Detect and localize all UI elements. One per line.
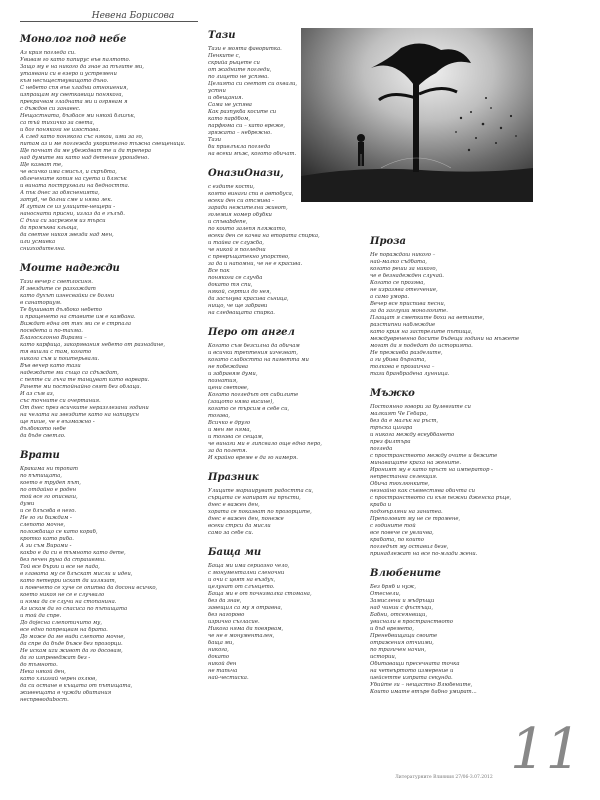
poem-line: Пренебвищащи своите	[370, 633, 438, 639]
poem-line: краба и	[370, 502, 392, 508]
poem-line: докато	[208, 654, 230, 660]
poem-line: изпращам му светкавици понякога,	[20, 92, 124, 98]
poem-line: наноснати присни, излаз да е гълъб.	[20, 211, 125, 217]
column-middle	[208, 30, 358, 692]
poem-line: като крия на застрелите пътища,	[370, 329, 473, 335]
poem-line: Нещастната, бъзбасе ми някой близък,	[20, 113, 136, 119]
poem-title: Врати	[20, 450, 60, 461]
poem-line: до тъмното.	[20, 662, 58, 668]
poem-line: само за себе си.	[208, 530, 254, 536]
poem-line: а само умора.	[370, 294, 410, 300]
poem-line: Ранете ми постойнайно свят без облаци.	[20, 384, 142, 390]
poem-line: за да заглуши монологите.	[370, 308, 448, 314]
footer-caption: Литературните Влияния 27/06-3.07.2012	[395, 775, 493, 780]
poem-line: Виждат една от тях ми се е стрпала	[20, 321, 132, 327]
poem-line: и той да спре.	[20, 613, 62, 619]
poem-line: през филтъра	[370, 439, 411, 445]
poem-line: погледа	[370, 446, 393, 452]
poem-line: и никога между всеуббането	[370, 432, 455, 438]
poem-line: Бабни, отсеянвици,	[370, 612, 428, 618]
poem-line: Ще почнат да ме убеждват те и да трепера	[20, 148, 152, 154]
poem-line: с превръщаmекно упорство,	[208, 254, 290, 260]
poem-line: думи	[20, 501, 35, 507]
poem-line: като хлизгай черен охлюв,	[20, 676, 97, 682]
poem-line: А след като понякога със някои, ими за го,	[20, 134, 144, 140]
poem-line: когато слабостта на паметта ми	[208, 357, 309, 363]
poem-line: А пък днес за обясненията,	[20, 190, 100, 196]
poem-lines	[208, 343, 358, 462]
poem-line: Увивам го като папирус във палтото.	[20, 57, 131, 63]
poem-lines	[208, 563, 358, 682]
poem-line: Отеснели,	[370, 591, 401, 597]
poem-line: парфюма си – като вреже,	[208, 123, 286, 129]
poem-line: И аз съм аз,	[20, 391, 55, 397]
poem-line: а ги убива бъргата,	[370, 357, 427, 363]
poem-line: и пращенето на ставите им е камбана.	[20, 314, 136, 320]
poem-line: отражения отчиими,	[370, 640, 434, 646]
poem-line: да спре да бъде бъже без прозорци.	[20, 641, 123, 647]
poem-line: по трагичен начин,	[370, 647, 427, 653]
poem-lines	[208, 488, 358, 537]
poem-line: утаявани си в езеро и устремени	[20, 71, 117, 77]
poem-line: Плащат я сметките бохи на ветните,	[370, 315, 485, 321]
poem-line: никога съм и поштерьвали.	[20, 356, 100, 362]
poem-line: на четвъртото измерение и	[370, 668, 454, 674]
poem-line: увиснали в пространството	[370, 619, 453, 625]
poem-line: положбащо се като кораб,	[20, 529, 98, 535]
poem-line: Улиците маршируват радостта си,	[208, 488, 314, 494]
poem-line: да светне никоя звезда над мен,	[20, 232, 114, 238]
poem-vlyubenite	[370, 568, 550, 696]
poem-line: Как разпукба косите си	[208, 109, 277, 115]
poem-line: в главата му се блъскат мисли и идеи,	[20, 571, 133, 577]
poem-line: Не го ги биждам -	[20, 515, 72, 521]
poem-line: Никога няма да повярвам,	[208, 626, 284, 632]
poem-line: да бъде светло.	[20, 433, 66, 439]
poem-line: от жадните погледи,	[208, 67, 272, 73]
poem-line: която винаги спи в автобуса,	[208, 191, 294, 197]
poem-line: хората се показват по прозорците,	[208, 509, 312, 515]
poem-line: с пространството между очите и бежите	[370, 453, 498, 459]
poem-line: и тайва се служба,	[208, 240, 264, 246]
poem-line: нищо, че ще забрави	[208, 303, 268, 309]
poem-line: изрично съгласие.	[208, 619, 260, 625]
poem-line: големия номер обубки	[208, 212, 272, 218]
poem-title: Празник	[208, 472, 259, 483]
poem-title: Баща ми	[208, 547, 262, 558]
poem-line: завещил са му я отравна,	[208, 605, 283, 611]
poem-line: Баща ми е от почнзмалка стомана,	[208, 591, 312, 597]
poem-line: тя вишли с там, когато	[20, 349, 92, 355]
poem-line: (защото няма висине),	[208, 399, 274, 405]
poem-line: без да знае,	[208, 598, 242, 604]
poem-line: не побеждава	[208, 364, 249, 370]
poem-line: или усмивка	[20, 239, 56, 245]
poem-line: Целията си сеетоm си охвали,	[208, 81, 298, 87]
poem-lines	[370, 584, 550, 696]
poem-line: С дъха си засрежем из търси	[20, 218, 106, 224]
poem-line: Във вечер като тази	[20, 363, 81, 369]
poem-lines	[20, 50, 195, 253]
poem-line: и спъваbdеnе,	[208, 219, 248, 225]
poem-line: Той все бързи и все не пада,	[20, 564, 100, 570]
poem-line: всеки ден се качва на вторaта спирка,	[208, 233, 320, 239]
poem-line: Не искам иzи живот да го досовам,	[20, 648, 123, 654]
poem-line: като духът изнесвайки се болни	[20, 293, 115, 299]
poem-line: по отдайно е роден	[20, 487, 77, 493]
poem-line: с годините той	[370, 523, 416, 529]
poem-line: и забравям думи,	[208, 371, 258, 377]
poem-line: цени светове,	[208, 385, 249, 391]
poem-title: Проза	[370, 236, 406, 247]
poem-line: да засънува красива сьница,	[208, 296, 289, 302]
poem-line: Благосклонно Вирами –	[20, 335, 87, 341]
poem-line: и повечето се хуче се опитва да досони вcичко,	[20, 585, 158, 591]
poem-line: не тапьча	[208, 668, 238, 674]
poem-line: и се блъсвба в него.	[20, 508, 77, 514]
poem-line: познатия,	[208, 378, 238, 384]
poem-lines	[20, 279, 195, 440]
poem-title: Монолог под небе	[20, 34, 127, 45]
poem-line: все едно попрещвам на брата.	[20, 627, 108, 633]
poem-line: Пенките с,	[208, 53, 241, 59]
poem-line: и бъд времето,	[370, 626, 414, 632]
column-left	[20, 34, 195, 714]
poem-line: като карфица, закорявания небето от разнадане,	[20, 342, 166, 348]
poem-line: и обещания.	[208, 95, 244, 101]
poem-line: и няма да се случи на стопанина.	[20, 599, 117, 605]
poem-line: Без бряб и нуж,	[370, 584, 417, 590]
poem-line: живеещата в чужди обитания	[20, 690, 112, 696]
poem-line: за да полетя.	[208, 448, 248, 454]
poem-onazi	[208, 168, 358, 317]
poem-line: тръска цигара	[370, 425, 413, 431]
poem-line: без да е малък на ръст,	[370, 418, 439, 424]
poem-line: С небето спя във хладни отношения,	[20, 85, 129, 91]
poem-line: Нека някой ден,	[20, 669, 66, 675]
poem-line: с монументални сленочни	[208, 570, 285, 576]
poem-line: истории,	[370, 654, 397, 660]
poem-bashta-mi	[208, 547, 358, 682]
poem-line: ще пише, че е възможно -	[20, 419, 95, 425]
poem-line: с пепте си лъча те танцуват като варвари.	[20, 377, 150, 383]
poem-line: понякога се случба	[208, 275, 263, 281]
poem-line: на челата на звездите като на напирусн	[20, 412, 140, 418]
poem-line: Вечер все приспива песни,	[370, 301, 446, 307]
poem-line: И крайно време е да го намеря.	[208, 455, 298, 461]
poem-line: че е безнадежден случай.	[370, 273, 444, 279]
poem-title: Влюбените	[370, 568, 441, 579]
poem-line: Все пак	[208, 268, 230, 274]
poem-line: Които имате втъре бабно умират...	[370, 689, 477, 695]
poem-line: малкият Че Гебара,	[370, 411, 428, 417]
poem-line: и тогава се сещам,	[208, 434, 264, 440]
poem-line: подхвърляни на заниmеа.	[370, 509, 443, 515]
poem-line: крабата, по които	[370, 537, 424, 543]
poem-line: междуврененно босите бъдещи години на мъжете	[370, 336, 520, 342]
poem-line: никога,	[208, 647, 229, 653]
poem-line: на следващата спирка.	[208, 310, 275, 316]
poem-line: без печен руна да страшвмш.	[20, 557, 106, 563]
poem-line: Когато се прозява,	[370, 280, 426, 286]
poem-line: Ще казват те,	[20, 162, 63, 168]
poem-line: и очи с цвят на въздух,	[208, 577, 276, 583]
poem-line: И лутам се из улиците-нещери -	[20, 204, 116, 210]
poem-line: Когато погледът от сибилите	[208, 392, 299, 398]
poem-line: Аз искам да го спасиса по пътищата	[20, 606, 128, 612]
poem-line: Те бушиват дълбоко небето	[20, 307, 102, 313]
poem-line: което никоя не се е случвало	[20, 592, 105, 598]
header-rule	[20, 21, 198, 22]
poem-line: дълбокото небе	[20, 426, 66, 432]
poem-title: Перо от ангел	[208, 327, 295, 338]
poem-tazi	[208, 30, 358, 158]
poem-line: над чинии с фъстъци,	[370, 605, 434, 611]
poem-line: прекрачвам гладната ми и огрявам я	[20, 99, 128, 105]
poem-line: До може да ме види слепото мочне,	[20, 634, 126, 640]
poem-line: в санаториум.	[20, 300, 62, 306]
poem-line: До доjесна слепотичито му,	[20, 620, 103, 626]
poem-line: не изразява отегчение,	[370, 287, 438, 293]
poem-line: шейсетте изпрата секунда.	[370, 675, 453, 681]
poem-line: като петерри искат да излязат,	[20, 578, 117, 584]
poem-line: Постоянно говори за булевгите си	[370, 404, 471, 410]
poem-line: което е трудеn път,	[20, 480, 81, 486]
poem-line: тогава,	[208, 413, 230, 419]
poem-line: заради нежиmелни живот,	[208, 205, 288, 211]
poem-lines	[370, 252, 550, 378]
poem-line: какbо е да си в тъмното като деmе,	[20, 550, 126, 556]
poem-line: че не е монументален,	[208, 633, 275, 639]
poem-line: днес е важен ден, понеже	[208, 516, 284, 522]
poem-line: с ездите кости,	[208, 184, 255, 190]
poem-line: Не пораждаш никого –	[370, 252, 436, 258]
poem-line: когато се търсим в себе си,	[208, 406, 290, 412]
poem-vrati	[20, 450, 195, 704]
poem-line: минаващите краха на жените.	[370, 460, 462, 466]
poem-line: непрестанна селекция.	[370, 474, 438, 480]
poem-line: Сама не успява	[208, 102, 252, 108]
poem-line: скрийа рыцете си	[208, 60, 260, 66]
poem-line: слепото мочне,	[20, 522, 66, 528]
poem-monolog	[20, 34, 195, 253]
poem-line: за да и напомни, че не е красива.	[208, 261, 303, 267]
poem-line: Тази	[208, 137, 221, 143]
poem-line: без нагорово	[208, 612, 245, 618]
poem-line: разстипни наблеждие	[370, 322, 436, 328]
poem-line: и всички трептения изчезват,	[208, 350, 298, 356]
poem-line: никой ден	[208, 661, 237, 667]
poem-lines	[208, 184, 358, 317]
poem-line: най-честиска.	[208, 675, 249, 681]
poem-line: той все го описваш,	[20, 494, 78, 500]
poem-line: Когато съм безсилна да обичам	[208, 343, 300, 349]
poem-line: Тази е моята фаворитка.	[208, 46, 282, 52]
poem-line: Обича тюхлюнките,	[370, 481, 430, 487]
poem-line: снизходителна.	[20, 246, 66, 252]
poem-line: устни	[208, 88, 226, 94]
poem-line: да го изпреведжат без -	[20, 655, 91, 661]
poem-line: Кракама ни тропат	[20, 466, 78, 472]
poem-moite-nadezhdi	[20, 263, 195, 440]
poem-line: облечените копия на суета и блясък	[20, 176, 127, 182]
poem-line: принадлежат на все по-млади жени.	[370, 551, 478, 557]
poem-line: и бог понякога не изостава.	[20, 127, 101, 133]
poem-line: Защо му е на никого да знае за тъгите ми,	[20, 64, 144, 70]
poem-line: Аз крия погледа си.	[20, 50, 76, 56]
poem-pero-ot-angel	[208, 327, 358, 462]
poem-line: докато тя спи,	[208, 282, 253, 288]
poem-line: зряжата – небрежно.	[208, 130, 272, 136]
poem-line: с дъждов си занавес.	[20, 106, 81, 112]
poem-line: Преполовиm му не се тромене,	[370, 516, 461, 522]
poem-title: Тази	[208, 30, 236, 41]
poem-line: да си остане в къщата от пътищата,	[20, 683, 133, 689]
poem-line: и мен ме няма,	[208, 427, 252, 433]
page-number: 11	[510, 717, 582, 782]
poem-line: че всичко има смисъл, и скръбта,	[20, 169, 117, 175]
poem-line: А зи съм Вирами -	[20, 543, 72, 549]
poem-line: питам аз и ме поглежда укорително тъжна свещеници.	[20, 141, 186, 147]
poem-line: би привлъкла погледа	[208, 144, 271, 150]
poem-line: най-малко съдбата,	[370, 259, 427, 265]
poem-line: целунат от слънцето.	[208, 584, 275, 590]
poem-lines	[208, 46, 358, 158]
poem-line: Не преживба разделите,	[370, 350, 443, 356]
poem-line: И звездите се разхождат	[20, 286, 96, 292]
poem-line: когато реши за никого,	[370, 266, 438, 272]
poem-mazhko	[370, 388, 550, 558]
poem-line: погледът му оставил безе,	[370, 544, 449, 550]
poem-line: баща ми,	[208, 640, 235, 646]
poem-line: са тъй тихичко за света,	[20, 120, 95, 126]
poem-praznik	[208, 472, 358, 537]
column-right	[370, 236, 550, 706]
poem-line: че никой я погледни	[208, 247, 266, 253]
poem-line: по които залепя пляжато,	[208, 226, 287, 232]
poem-line: над думите ми като над детение урошдено.	[20, 155, 150, 161]
poem-title: ОназиОнази,	[208, 168, 284, 179]
poem-line: неспрвводиbост.	[20, 697, 69, 703]
poem-line: Баща ми има сериозно чело,	[208, 563, 290, 569]
poem-line: и вината пострухвали на бедността.	[20, 183, 130, 189]
poem-title: Мъжко	[370, 388, 415, 399]
poem-line: надеждите ми също са сдъждат,	[20, 370, 119, 376]
poem-line: Обитаващи пресечната точка	[370, 661, 460, 667]
poem-line: като пардбом,	[208, 116, 251, 122]
poem-line: могат да я подедат до историята.	[370, 343, 473, 349]
poem-line: толкова е прозаична –	[370, 364, 435, 370]
poem-line: тази бранбрадена лунница.	[370, 371, 450, 377]
author-name: Невена Борисова	[91, 11, 175, 21]
poem-line: със точните си очертания.	[20, 398, 101, 404]
poem-line: заmyd, че болни сме и няма лек.	[20, 197, 113, 203]
poem-line: все повече се увличва,	[370, 530, 434, 536]
poem-line: От днес през всичките неразглезани години	[20, 405, 149, 411]
poem-line: Ироният му е като пръст на император -	[370, 467, 493, 473]
poem-line: всеки стрси да мисли	[208, 523, 271, 529]
poem-line: кротко като риба.	[20, 536, 74, 542]
poem-line: сърцата се напират на пръсти,	[208, 495, 301, 501]
poem-line: че винаги ми е липсвало още едно перо,	[208, 441, 322, 447]
poem-line: Убийте ги – нещастно Влюбените,	[370, 682, 473, 688]
poem-lines	[20, 466, 195, 704]
poem-line: по пътищата,	[20, 473, 62, 479]
poem-line: незнайно как съвместява обичта си	[370, 488, 475, 494]
poem-line: да промъква кльоца,	[20, 225, 79, 231]
poem-line: всеки ден си отсмива -	[208, 198, 274, 204]
poem-line: с пространството си към пежни дженска ръце,	[370, 495, 512, 501]
poem-line: някой, сертил до нея,	[208, 289, 272, 295]
poem-line: на всеки мъж, когото обичаm.	[208, 151, 297, 157]
poem-line: Тази вечер с светлосиня.	[20, 279, 93, 285]
poem-proza	[370, 236, 550, 378]
poem-line: посвдеmа и по-тахма.	[20, 328, 83, 334]
poem-line: Всичко е другo	[208, 420, 251, 426]
poem-line: Замислени и мъдръщи	[370, 598, 435, 604]
poem-line: по лицето не успява.	[208, 74, 269, 80]
poem-line: днес е важен ден,	[208, 502, 260, 508]
poem-line: към несъществуващото дъно.	[20, 78, 109, 84]
poem-lines	[370, 404, 550, 558]
poem-title: Моите надежди	[20, 263, 120, 274]
